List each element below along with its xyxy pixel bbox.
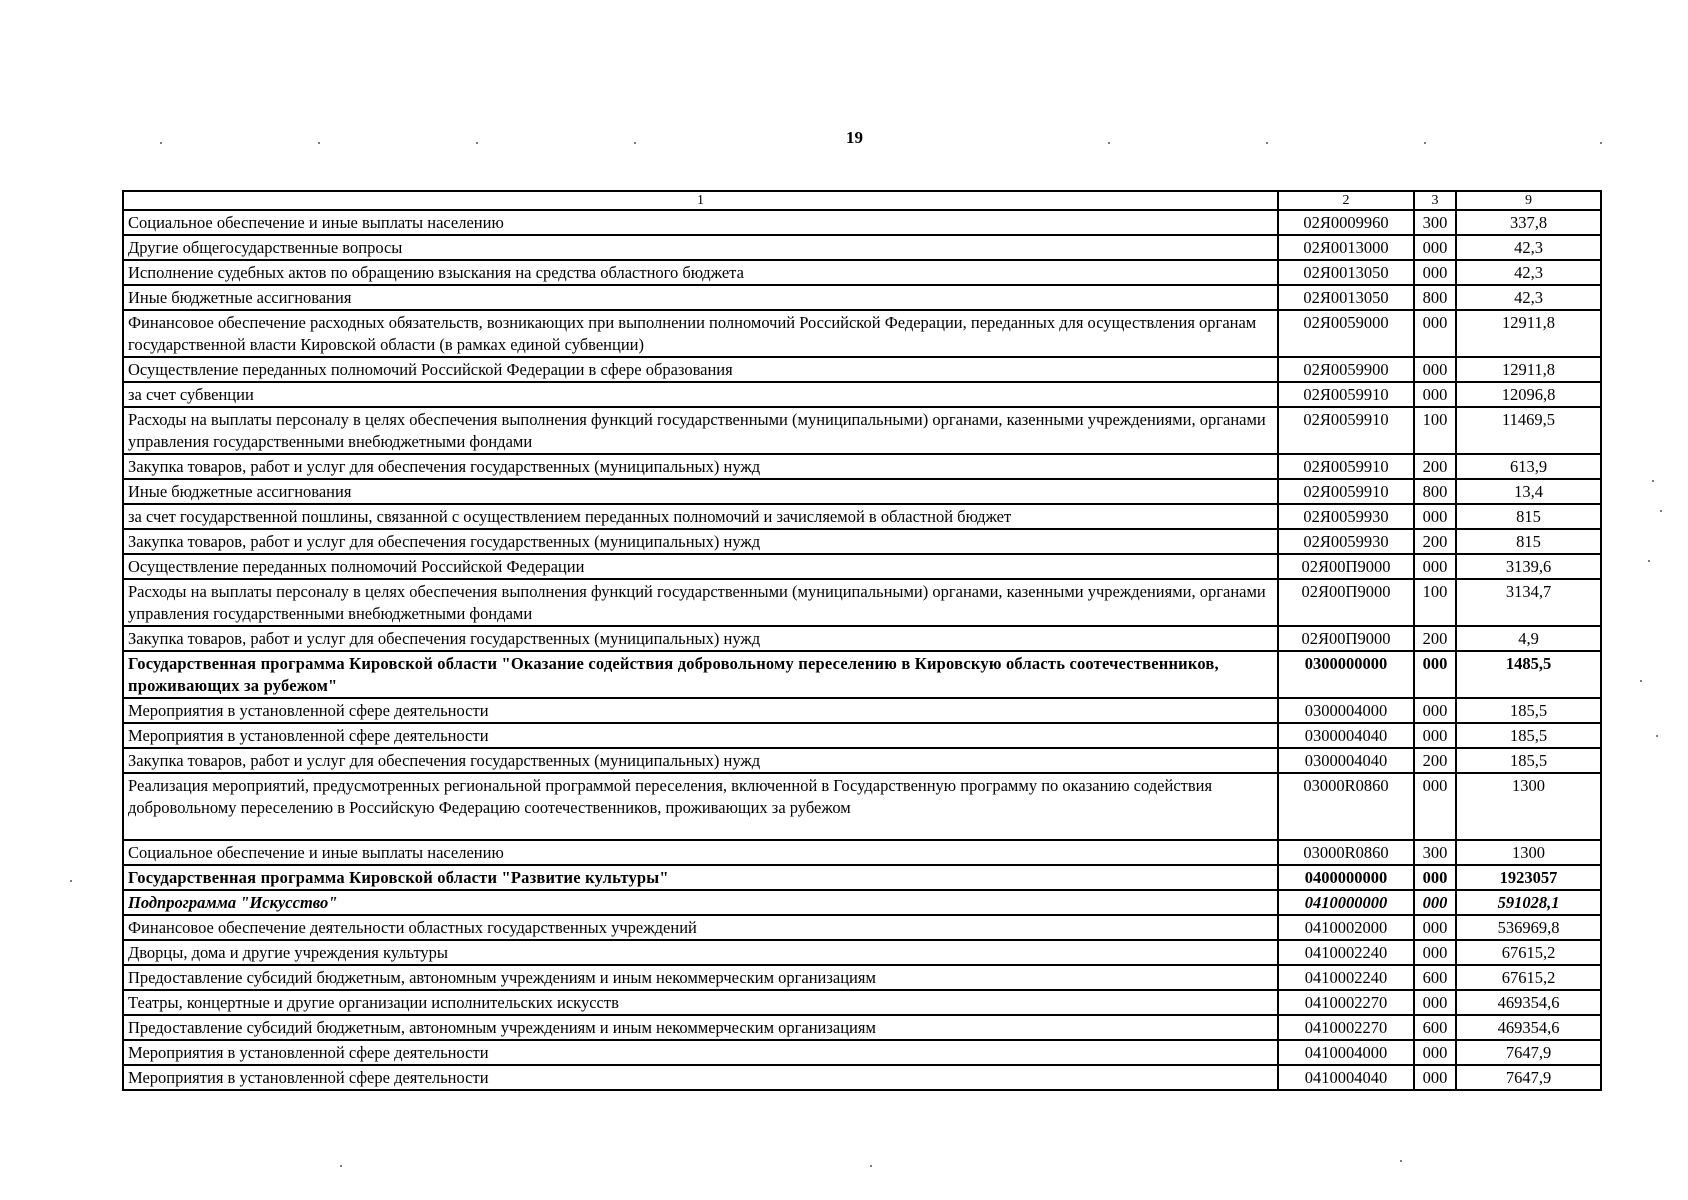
row-code-cell: 0300004040 (1278, 723, 1414, 748)
row-code-cell: 02Я0009960 (1278, 210, 1414, 235)
row-value-cell: 12911,8 (1456, 310, 1601, 357)
table-row (123, 479, 1601, 504)
row-code-cell: 03000R0860 (1278, 773, 1414, 840)
row-type-cell: 300 (1414, 840, 1456, 865)
row-type-cell: 800 (1414, 285, 1456, 310)
row-value-cell: 337,8 (1456, 210, 1601, 235)
table-row (123, 965, 1601, 990)
row-value-cell: 3134,7 (1456, 579, 1601, 626)
row-name-cell: Театры, концертные и другие организации исполнительских искусств (123, 990, 1278, 1015)
table-row (123, 748, 1601, 773)
row-type-cell: 000 (1414, 1065, 1456, 1090)
row-type-cell: 000 (1414, 915, 1456, 940)
row-code-cell: 0410004000 (1278, 1040, 1414, 1065)
header-col-3: 3 (1414, 191, 1456, 210)
row-type-cell: 300 (1414, 210, 1456, 235)
row-value-cell: 469354,6 (1456, 1015, 1601, 1040)
row-name-cell: Предоставление субсидий бюджетным, автономным учреждениям и иным некоммерческим организациям (123, 965, 1278, 990)
row-name-cell: Дворцы, дома и другие учреждения культуры (123, 940, 1278, 965)
row-code-cell: 0410004040 (1278, 1065, 1414, 1090)
row-name-cell: Мероприятия в установленной сфере деятельности (123, 723, 1278, 748)
row-code-cell: 02Я0059910 (1278, 454, 1414, 479)
budget-table (122, 190, 1602, 1091)
row-name-cell: Подпрограмма "Искусство" (123, 890, 1278, 915)
row-value-cell: 185,5 (1456, 748, 1601, 773)
row-type-cell: 200 (1414, 529, 1456, 554)
table-row (123, 1040, 1601, 1065)
table-row (123, 651, 1601, 698)
scan-speck (1648, 560, 1650, 562)
row-name-cell: Закупка товаров, работ и услуг для обеспечения государственных (муниципальных) нужд (123, 529, 1278, 554)
row-type-cell: 800 (1414, 479, 1456, 504)
scan-speck (1108, 142, 1110, 144)
row-value-cell: 67615,2 (1456, 940, 1601, 965)
row-value-cell: 536969,8 (1456, 915, 1601, 940)
row-code-cell: 0300000000 (1278, 651, 1414, 698)
row-name-cell: Реализация мероприятий, предусмотренных региональной программой переселения, включенной в Государственную программу по оказанию содействия добровольному переселению в Российскую Федерацию соотечественников, проживающих за рубежом (123, 773, 1278, 840)
row-name-cell: Финансовое обеспечение деятельности областных государственных учреждений (123, 915, 1278, 940)
row-code-cell: 0300004000 (1278, 698, 1414, 723)
row-value-cell: 1485,5 (1456, 651, 1601, 698)
header-col-2: 2 (1278, 191, 1414, 210)
row-type-cell: 100 (1414, 579, 1456, 626)
row-type-cell: 000 (1414, 504, 1456, 529)
row-name-cell: Предоставление субсидий бюджетным, автономным учреждениям и иным некоммерческим организациям (123, 1015, 1278, 1040)
row-value-cell: 591028,1 (1456, 890, 1601, 915)
row-name-cell: Государственная программа Кировской области "Развитие культуры" (123, 865, 1278, 890)
row-value-cell: 42,3 (1456, 285, 1601, 310)
row-code-cell: 02Я0059910 (1278, 479, 1414, 504)
table-row (123, 529, 1601, 554)
row-code-cell: 02Я00П9000 (1278, 626, 1414, 651)
row-code-cell: 03000R0860 (1278, 840, 1414, 865)
scan-speck (1400, 1160, 1402, 1162)
table-row (123, 1015, 1601, 1040)
row-type-cell: 200 (1414, 454, 1456, 479)
row-value-cell: 815 (1456, 529, 1601, 554)
row-type-cell: 000 (1414, 940, 1456, 965)
table-row (123, 210, 1601, 235)
scan-speck (870, 1165, 872, 1167)
table-row (123, 554, 1601, 579)
row-type-cell: 200 (1414, 626, 1456, 651)
row-name-cell: Исполнение судебных актов по обращению взыскания на средства областного бюджета (123, 260, 1278, 285)
row-value-cell: 185,5 (1456, 698, 1601, 723)
row-value-cell: 1923057 (1456, 865, 1601, 890)
table-row (123, 260, 1601, 285)
row-type-cell: 000 (1414, 357, 1456, 382)
row-type-cell: 200 (1414, 748, 1456, 773)
table-row (123, 454, 1601, 479)
scan-speck (1424, 142, 1426, 144)
table-row (123, 285, 1601, 310)
row-name-cell: Расходы на выплаты персоналу в целях обеспечения выполнения функций государственными (муниципальными) органами, казенными учреждениями, органами управления государственными внебюджетными фондами (123, 407, 1278, 454)
scan-speck (476, 142, 478, 144)
row-value-cell: 7647,9 (1456, 1065, 1601, 1090)
row-code-cell: 0410002240 (1278, 940, 1414, 965)
row-name-cell: Мероприятия в установленной сфере деятельности (123, 1065, 1278, 1090)
row-type-cell: 000 (1414, 990, 1456, 1015)
row-value-cell: 1300 (1456, 840, 1601, 865)
scan-speck (1266, 142, 1268, 144)
row-name-cell: Финансовое обеспечение расходных обязательств, возникающих при выполнении полномочий Российской Федерации, переданных для осуществления органам государственной власти Кировской области (в рамках единой субвенции) (123, 310, 1278, 357)
row-value-cell: 3139,6 (1456, 554, 1601, 579)
row-name-cell: Другие общегосударственные вопросы (123, 235, 1278, 260)
row-code-cell: 0410002000 (1278, 915, 1414, 940)
row-code-cell: 02Я0059900 (1278, 357, 1414, 382)
row-code-cell: 02Я0059910 (1278, 407, 1414, 454)
row-value-cell: 42,3 (1456, 260, 1601, 285)
row-code-cell: 02Я00П9000 (1278, 579, 1414, 626)
scan-speck (1660, 510, 1662, 512)
table-row (123, 310, 1601, 357)
table-row (123, 357, 1601, 382)
row-name-cell: Социальное обеспечение и иные выплаты населению (123, 840, 1278, 865)
row-value-cell: 12096,8 (1456, 382, 1601, 407)
scan-speck (1652, 480, 1654, 482)
row-name-cell: Закупка товаров, работ и услуг для обеспечения государственных (муниципальных) нужд (123, 454, 1278, 479)
table-row (123, 698, 1601, 723)
row-type-cell: 600 (1414, 965, 1456, 990)
row-name-cell: Государственная программа Кировской области "Оказание содействия добровольному переселению в Кировскую область соотечественников, проживающих за рубежом" (123, 651, 1278, 698)
row-value-cell: 469354,6 (1456, 990, 1601, 1015)
row-name-cell: Мероприятия в установленной сфере деятельности (123, 698, 1278, 723)
row-type-cell: 000 (1414, 890, 1456, 915)
row-value-cell: 11469,5 (1456, 407, 1601, 454)
row-value-cell: 13,4 (1456, 479, 1601, 504)
table-row (123, 626, 1601, 651)
header-row (123, 191, 1601, 210)
row-name-cell: Осуществление переданных полномочий Российской Федерации (123, 554, 1278, 579)
row-name-cell: Расходы на выплаты персоналу в целях обеспечения выполнения функций государственными (муниципальными) органами, казенными учреждениями, органами управления государственными внебюджетными фондами (123, 579, 1278, 626)
row-code-cell: 0400000000 (1278, 865, 1414, 890)
table-row (123, 504, 1601, 529)
row-code-cell: 0410002270 (1278, 990, 1414, 1015)
row-type-cell: 000 (1414, 651, 1456, 698)
row-name-cell: Социальное обеспечение и иные выплаты населению (123, 210, 1278, 235)
row-type-cell: 000 (1414, 723, 1456, 748)
row-type-cell: 600 (1414, 1015, 1456, 1040)
table-row (123, 915, 1601, 940)
row-value-cell: 42,3 (1456, 235, 1601, 260)
table-row (123, 773, 1601, 840)
row-name-cell: Иные бюджетные ассигнования (123, 285, 1278, 310)
row-type-cell: 000 (1414, 865, 1456, 890)
row-code-cell: 02Я0059930 (1278, 529, 1414, 554)
row-code-cell: 02Я0013000 (1278, 235, 1414, 260)
scan-speck (160, 142, 162, 144)
row-value-cell: 7647,9 (1456, 1040, 1601, 1065)
row-type-cell: 000 (1414, 554, 1456, 579)
row-name-cell: Закупка товаров, работ и услуг для обеспечения государственных (муниципальных) нужд (123, 626, 1278, 651)
table-row (123, 382, 1601, 407)
row-code-cell: 02Я0013050 (1278, 260, 1414, 285)
row-name-cell: за счет субвенции (123, 382, 1278, 407)
row-value-cell: 613,9 (1456, 454, 1601, 479)
row-value-cell: 1300 (1456, 773, 1601, 840)
row-name-cell: Осуществление переданных полномочий Российской Федерации в сфере образования (123, 357, 1278, 382)
table-row (123, 579, 1601, 626)
row-type-cell: 000 (1414, 310, 1456, 357)
row-type-cell: 100 (1414, 407, 1456, 454)
row-code-cell: 0410000000 (1278, 890, 1414, 915)
scan-speck (634, 142, 636, 144)
table-row (123, 990, 1601, 1015)
table-row (123, 890, 1601, 915)
row-value-cell: 185,5 (1456, 723, 1601, 748)
table-row (123, 235, 1601, 260)
scan-speck (1600, 142, 1602, 144)
row-name-cell: Мероприятия в установленной сфере деятельности (123, 1040, 1278, 1065)
row-value-cell: 815 (1456, 504, 1601, 529)
row-type-cell: 000 (1414, 260, 1456, 285)
table-row (123, 407, 1601, 454)
row-code-cell: 02Я0013050 (1278, 285, 1414, 310)
row-code-cell: 02Я0059000 (1278, 310, 1414, 357)
row-code-cell: 0300004040 (1278, 748, 1414, 773)
row-code-cell: 0410002240 (1278, 965, 1414, 990)
scan-speck (70, 880, 72, 882)
row-value-cell: 4,9 (1456, 626, 1601, 651)
row-name-cell: за счет государственной пошлины, связанной с осуществлением переданных полномочий и зачисляемой в областной бюджет (123, 504, 1278, 529)
row-name-cell: Иные бюджетные ассигнования (123, 479, 1278, 504)
table-row (123, 865, 1601, 890)
row-code-cell: 02Я0059930 (1278, 504, 1414, 529)
table-row (123, 1065, 1601, 1090)
header-col-1: 1 (123, 191, 1278, 210)
row-value-cell: 67615,2 (1456, 965, 1601, 990)
table-row (123, 940, 1601, 965)
row-type-cell: 000 (1414, 773, 1456, 840)
scan-speck (340, 1165, 342, 1167)
row-type-cell: 000 (1414, 382, 1456, 407)
scan-speck (318, 142, 320, 144)
page-number: 19 (846, 128, 863, 147)
row-type-cell: 000 (1414, 1040, 1456, 1065)
scan-speck (1640, 680, 1642, 682)
row-type-cell: 000 (1414, 698, 1456, 723)
row-code-cell: 02Я0059910 (1278, 382, 1414, 407)
row-code-cell: 0410002270 (1278, 1015, 1414, 1040)
scan-speck (1656, 735, 1658, 737)
row-code-cell: 02Я00П9000 (1278, 554, 1414, 579)
table-row (123, 723, 1601, 748)
row-type-cell: 000 (1414, 235, 1456, 260)
row-name-cell: Закупка товаров, работ и услуг для обеспечения государственных (муниципальных) нужд (123, 748, 1278, 773)
table-row (123, 840, 1601, 865)
row-value-cell: 12911,8 (1456, 357, 1601, 382)
header-col-9: 9 (1456, 191, 1601, 210)
